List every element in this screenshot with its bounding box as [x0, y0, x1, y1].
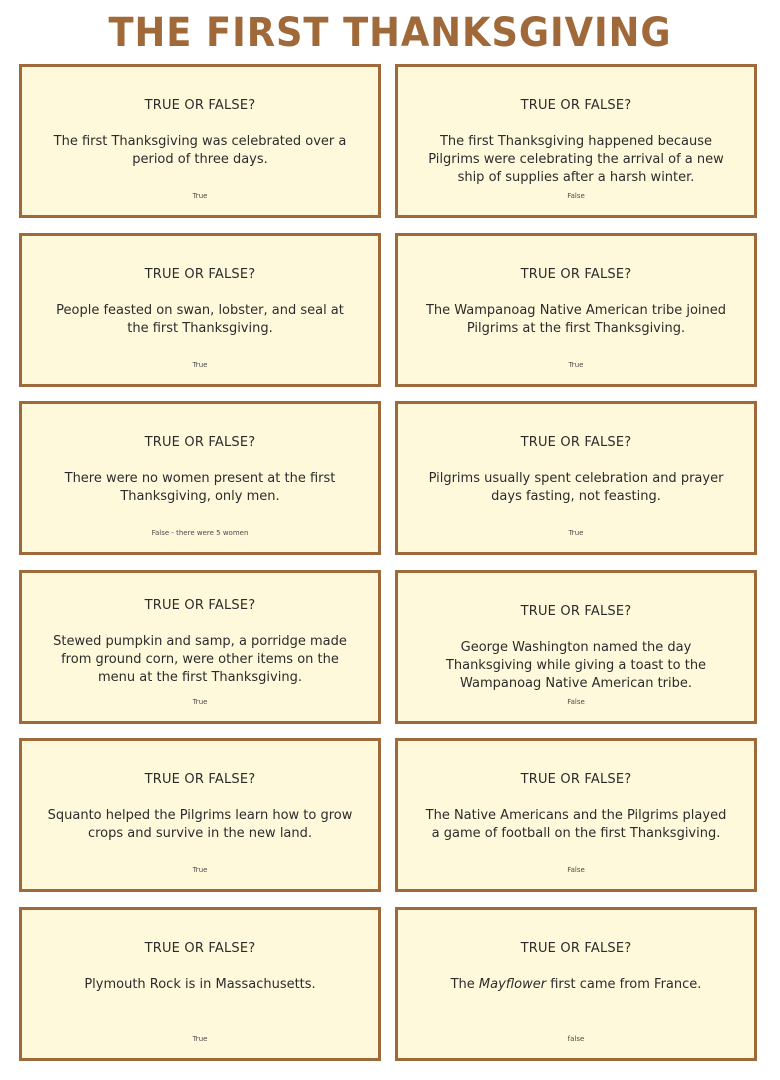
card-answer: True: [568, 529, 584, 537]
card-question: People feasted on swan, lobster, and seal at the first Thanksgiving.: [56, 303, 344, 336]
trivia-card-3: [19, 233, 381, 387]
card-answer: False - there were 5 women: [151, 529, 249, 537]
card-heading: TRUE OR FALSE?: [520, 267, 632, 282]
ship-name-italic: Mayflower: [478, 977, 547, 992]
card-question: The Native Americans and the Pilgrims played a game of football on the first Thanksgiving.: [425, 808, 727, 841]
card-answer: False: [567, 192, 585, 200]
card-question: Stewed pumpkin and samp, a porridge made from ground corn, were other items on the menu at the first Thanksgiving.: [53, 634, 347, 685]
trivia-card-2: [395, 64, 757, 218]
card-heading: TRUE OR FALSE?: [144, 267, 256, 282]
card-question: The Wampanoag Native American tribe joined Pilgrims at the first Thanksgiving.: [425, 303, 727, 336]
card-heading: TRUE OR FALSE?: [144, 435, 256, 450]
card-question: There were no women present at the first Thanksgiving, only men.: [64, 471, 336, 504]
card-answer: False: [567, 866, 585, 874]
card-answer: True: [192, 1035, 208, 1043]
card-answer: True: [568, 361, 584, 369]
card-question: Pilgrims usually spent celebration and prayer days fasting, not feasting.: [428, 471, 724, 504]
trivia-card-7: [19, 570, 381, 724]
card-answer: True: [192, 192, 208, 200]
card-question: George Washington named the day Thanksgiving while giving a toast to the Wampanoag Native American tribe.: [445, 640, 707, 691]
card-question: [422, 976, 730, 994]
card-answer: True: [192, 361, 208, 369]
card-question: The first Thanksgiving happened because Pilgrims were celebrating the arrival of a new ship of supplies after a harsh winter.: [428, 134, 724, 185]
card-heading: TRUE OR FALSE?: [520, 98, 632, 113]
card-answer: False: [567, 698, 585, 706]
trivia-card-8: [395, 570, 757, 724]
card-question: Plymouth Rock is in Massachusetts.: [84, 977, 316, 992]
card-heading: TRUE OR FALSE?: [144, 941, 256, 956]
card-heading: TRUE OR FALSE?: [520, 772, 632, 787]
card-answer: True: [192, 698, 208, 706]
card-heading: TRUE OR FALSE?: [520, 604, 632, 619]
card-heading: TRUE OR FALSE?: [520, 435, 632, 450]
trivia-card-1: [19, 64, 381, 218]
card-heading: TRUE OR FALSE?: [520, 941, 632, 956]
card-heading: TRUE OR FALSE?: [144, 772, 256, 787]
trivia-card-10: [395, 738, 757, 892]
trivia-card-4: [395, 233, 757, 387]
card-question: The first Thanksgiving was celebrated over a period of three days.: [53, 134, 347, 167]
question-text-after: first came from France.: [546, 977, 702, 992]
card-heading: TRUE OR FALSE?: [144, 98, 256, 113]
trivia-card-11: [19, 907, 381, 1061]
trivia-card-6: [395, 401, 757, 555]
trivia-card-5: [19, 401, 381, 555]
card-answer: True: [192, 866, 208, 874]
card-heading: TRUE OR FALSE?: [144, 598, 256, 613]
trivia-card-12: [395, 907, 757, 1061]
page-title: THE FIRST THANKSGIVING: [108, 10, 672, 56]
question-text-before: The: [450, 977, 479, 992]
trivia-card-9: [19, 738, 381, 892]
card-answer: false: [567, 1035, 585, 1043]
card-question: Squanto helped the Pilgrims learn how to grow crops and survive in the new land.: [47, 808, 353, 841]
